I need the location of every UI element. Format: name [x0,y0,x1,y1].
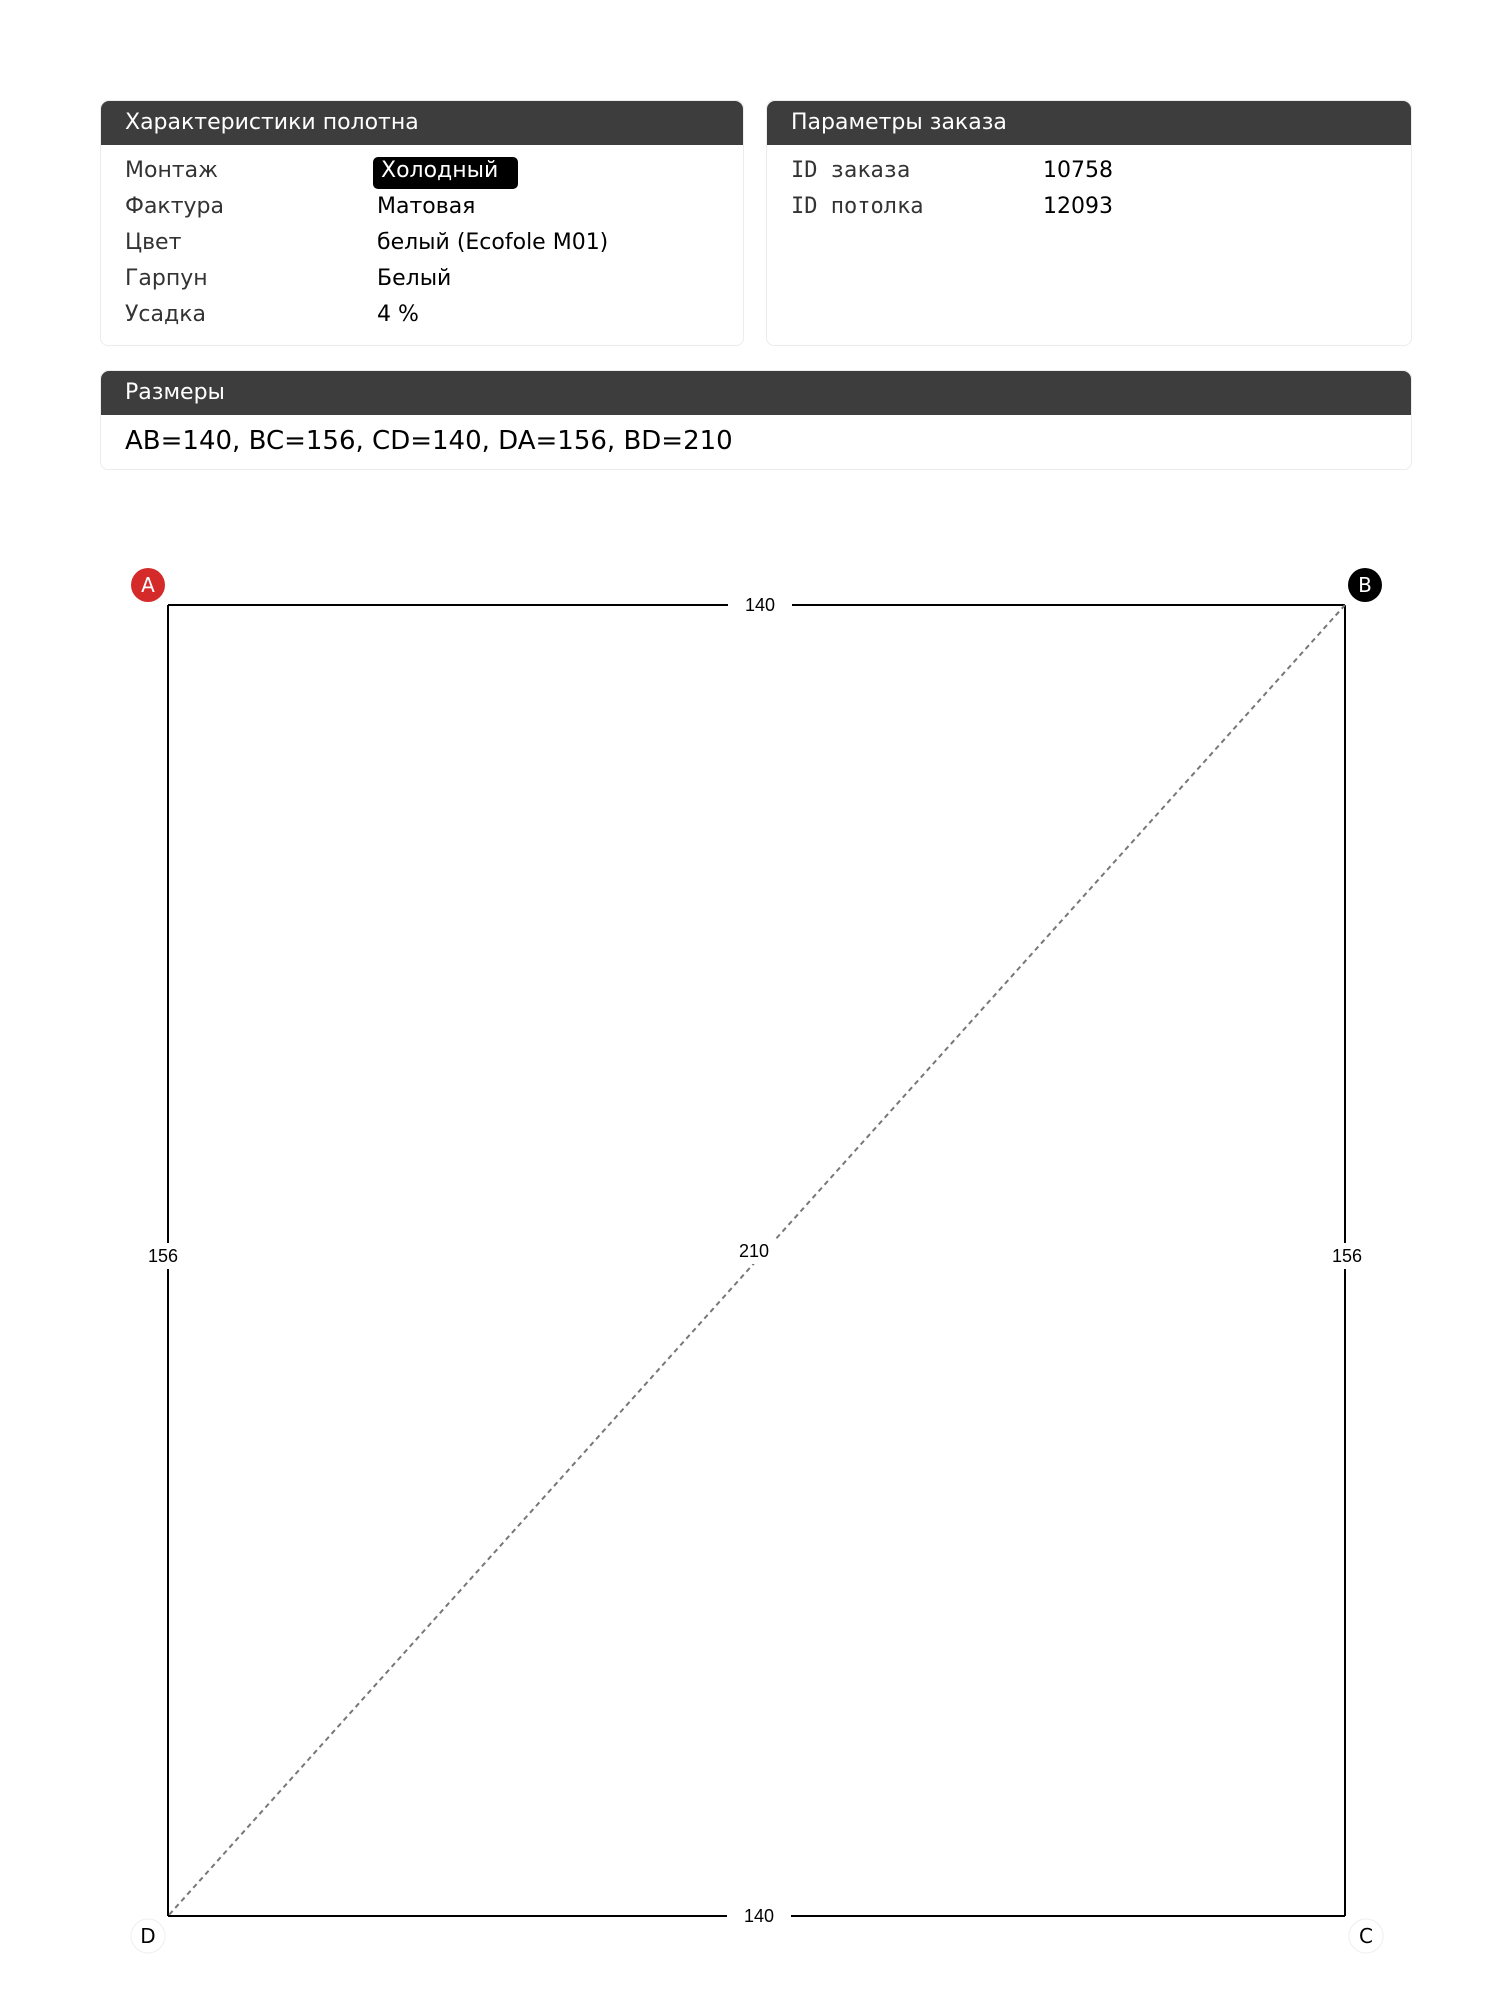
canvas-characteristics-title: Характеристики полотна [101,101,743,145]
diagonal-bd-length: 210 [738,1241,770,1261]
order-id-row [791,153,1387,189]
vertex-c-marker [1349,1919,1383,1953]
mount-row [125,153,719,189]
shrinkage-label: Усадка [125,302,206,327]
order-id-value: 10758 [1043,158,1113,183]
mount-value-badge: Холодный [373,157,518,189]
canvas-characteristics-panel [100,100,744,346]
side-da-length: 156 [147,1246,179,1266]
vertex-a-label: A [141,573,155,597]
harpoon-value: Белый [377,266,452,291]
vertex-a-marker [131,568,165,602]
texture-value: Матовая [377,194,476,219]
shrinkage-row [125,297,719,333]
side-bc-length: 156 [1331,1246,1363,1266]
order-parameters-panel [766,100,1412,346]
dimensions-text: AB=140, BC=156, CD=140, DA=156, BD=210 [125,426,733,456]
vertex-d-label: D [140,1924,156,1948]
order-parameters-title: Параметры заказа [767,101,1411,145]
vertex-c-label: C [1359,1924,1373,1948]
ceiling-id-value: 12093 [1043,194,1113,219]
side-ab-length: 140 [744,595,776,615]
ceiling-id-row [791,189,1387,225]
ceiling-plan-drawing [0,520,1500,2000]
ceiling-id-label: ID потолка [791,194,924,219]
color-row [125,225,719,261]
color-value: белый (Ecofole M01) [377,230,609,255]
order-id-label: ID заказа [791,158,911,183]
harpoon-row [125,261,719,297]
vertex-b-label: B [1358,573,1372,597]
harpoon-label: Гарпун [125,266,208,291]
texture-row [125,189,719,225]
dimensions-title: Размеры [101,371,1411,415]
side-cd-length: 140 [743,1906,775,1926]
vertex-b-marker [1348,568,1382,602]
vertex-d-marker [131,1919,165,1953]
mount-label: Монтаж [125,158,218,183]
texture-label: Фактура [125,194,224,219]
shrinkage-value: 4 % [377,302,419,327]
color-label: Цвет [125,230,182,255]
dimensions-panel [100,370,1412,470]
